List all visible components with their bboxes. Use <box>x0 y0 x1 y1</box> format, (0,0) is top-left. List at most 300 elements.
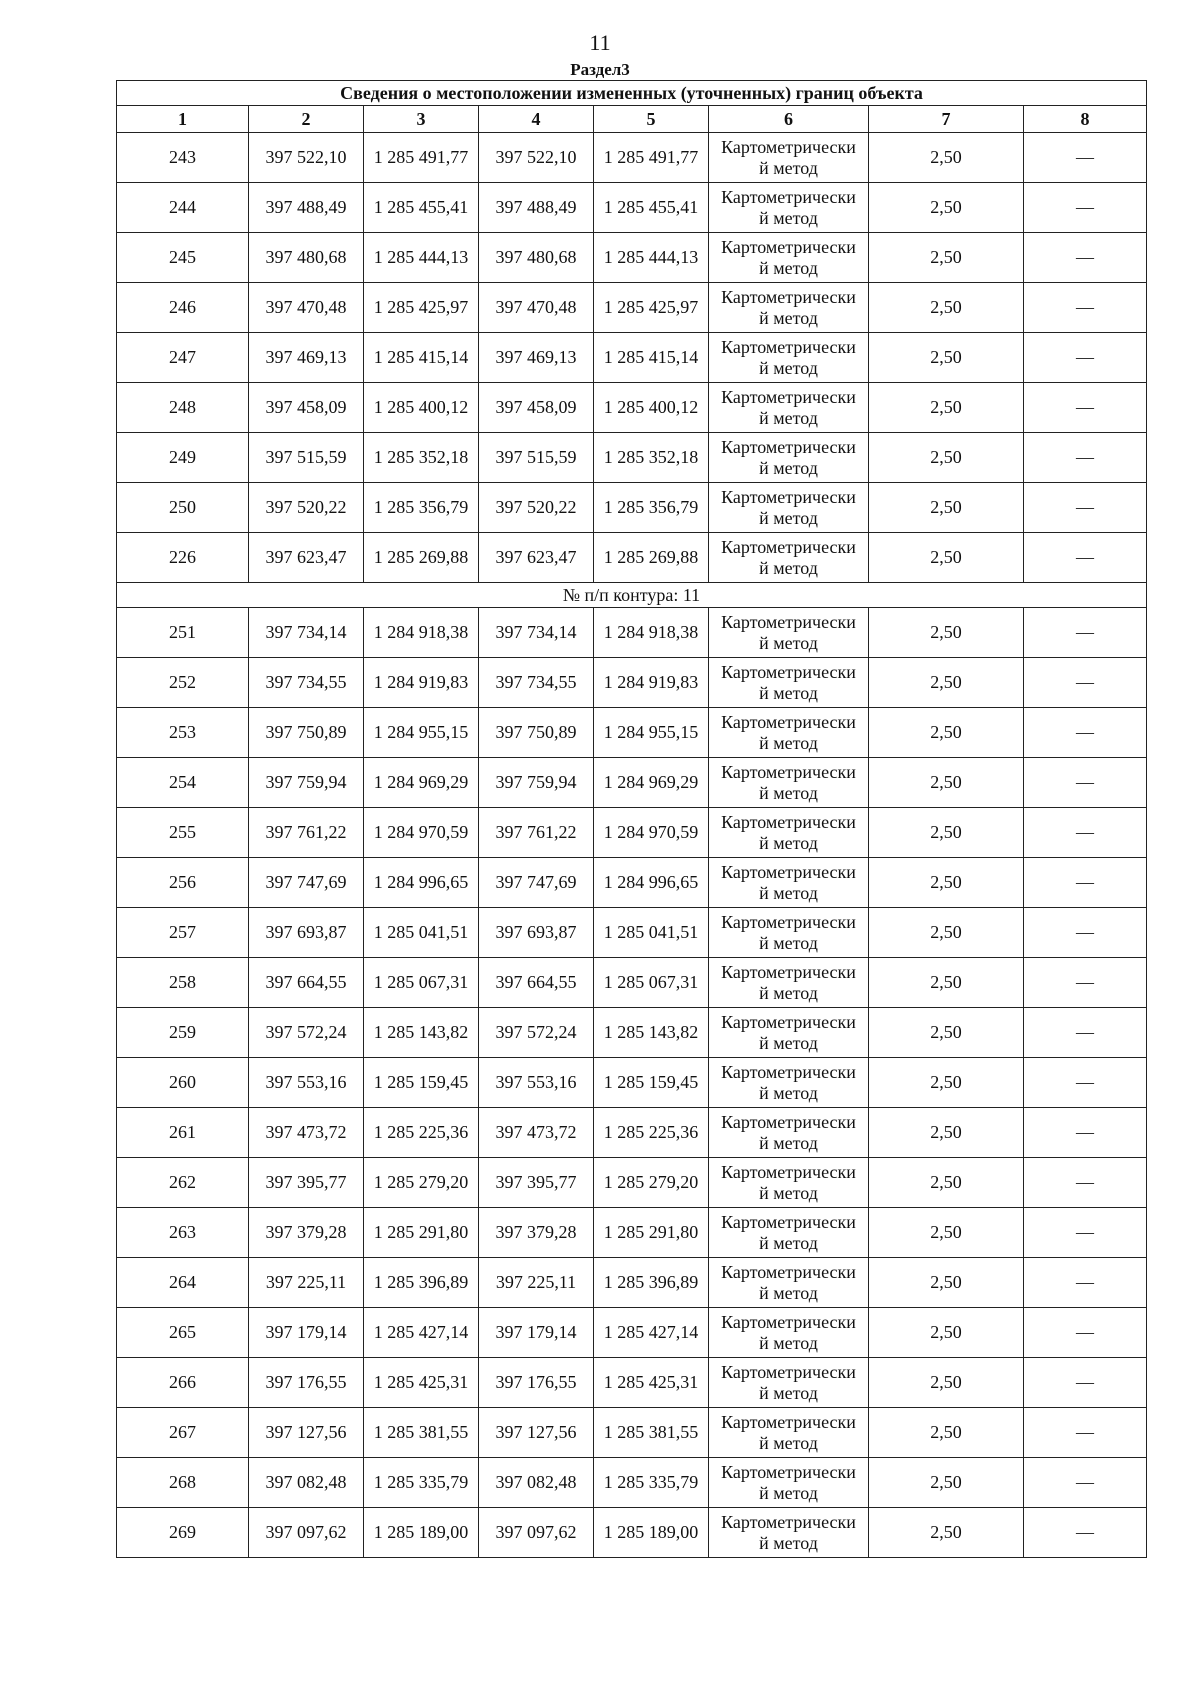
x-new-cell: 397 082,48 <box>479 1458 594 1508</box>
method-cell <box>709 1258 869 1308</box>
y-existing-cell: 1 285 455,41 <box>364 183 479 233</box>
method-line-2: й метод <box>759 782 818 803</box>
method-line-2: й метод <box>759 682 818 703</box>
method-line-2: й метод <box>759 407 818 428</box>
point-number-cell: 269 <box>117 1508 249 1558</box>
description-cell: — <box>1024 1208 1147 1258</box>
method-line-1: Картометрически <box>721 386 856 407</box>
x-existing-cell: 397 179,14 <box>249 1308 364 1358</box>
method-line-1: Картометрически <box>721 1461 856 1482</box>
y-existing-cell: 1 285 396,89 <box>364 1258 479 1308</box>
point-number-cell: 245 <box>117 233 249 283</box>
description-cell: — <box>1024 1058 1147 1108</box>
point-number-cell: 244 <box>117 183 249 233</box>
accuracy-cell: 2,50 <box>869 1308 1024 1358</box>
y-new-cell: 1 284 970,59 <box>594 808 709 858</box>
point-number-cell: 256 <box>117 858 249 908</box>
method-line-2: й метод <box>759 1032 818 1053</box>
x-new-cell: 397 469,13 <box>479 333 594 383</box>
description-cell: — <box>1024 1508 1147 1558</box>
y-existing-cell: 1 285 067,31 <box>364 958 479 1008</box>
column-header: 7 <box>869 106 1024 133</box>
column-header: 8 <box>1024 106 1147 133</box>
x-new-cell: 397 553,16 <box>479 1058 594 1108</box>
y-existing-cell: 1 285 427,14 <box>364 1308 479 1358</box>
method-cell <box>709 1208 869 1258</box>
method-line-1: Картометрически <box>721 286 856 307</box>
method-line-2: й метод <box>759 1432 818 1453</box>
x-existing-cell: 397 734,55 <box>249 658 364 708</box>
method-line-2: й метод <box>759 1132 818 1153</box>
point-number-cell: 266 <box>117 1358 249 1408</box>
method-cell <box>709 758 869 808</box>
method-cell <box>709 233 869 283</box>
description-cell: — <box>1024 958 1147 1008</box>
accuracy-cell: 2,50 <box>869 433 1024 483</box>
column-header: 3 <box>364 106 479 133</box>
method-cell <box>709 1458 869 1508</box>
description-cell: — <box>1024 333 1147 383</box>
description-cell: — <box>1024 533 1147 583</box>
x-existing-cell: 397 176,55 <box>249 1358 364 1408</box>
point-number-cell: 257 <box>117 908 249 958</box>
x-existing-cell: 397 379,28 <box>249 1208 364 1258</box>
y-existing-cell: 1 285 143,82 <box>364 1008 479 1058</box>
y-existing-cell: 1 285 425,31 <box>364 1358 479 1408</box>
y-existing-cell: 1 284 970,59 <box>364 808 479 858</box>
y-new-cell: 1 284 918,38 <box>594 608 709 658</box>
method-line-1: Картометрически <box>721 911 856 932</box>
method-line-2: й метод <box>759 457 818 478</box>
accuracy-cell: 2,50 <box>869 283 1024 333</box>
method-cell <box>709 533 869 583</box>
description-cell: — <box>1024 858 1147 908</box>
x-existing-cell: 397 553,16 <box>249 1058 364 1108</box>
x-existing-cell: 397 572,24 <box>249 1008 364 1058</box>
y-new-cell: 1 285 279,20 <box>594 1158 709 1208</box>
x-existing-cell: 397 761,22 <box>249 808 364 858</box>
table-row <box>117 608 1147 658</box>
method-line-2: й метод <box>759 157 818 178</box>
method-cell <box>709 133 869 183</box>
method-line-1: Картометрически <box>721 661 856 682</box>
table-row <box>117 1258 1147 1308</box>
y-existing-cell: 1 285 041,51 <box>364 908 479 958</box>
y-existing-cell: 1 285 352,18 <box>364 433 479 483</box>
table-row <box>117 533 1147 583</box>
x-new-cell: 397 395,77 <box>479 1158 594 1208</box>
x-existing-cell: 397 515,59 <box>249 433 364 483</box>
description-cell: — <box>1024 608 1147 658</box>
x-existing-cell: 397 664,55 <box>249 958 364 1008</box>
y-new-cell: 1 284 919,83 <box>594 658 709 708</box>
method-cell <box>709 1308 869 1358</box>
y-existing-cell: 1 285 269,88 <box>364 533 479 583</box>
y-new-cell: 1 285 455,41 <box>594 183 709 233</box>
method-cell <box>709 1158 869 1208</box>
method-line-2: й метод <box>759 257 818 278</box>
column-header-row <box>117 106 1147 133</box>
y-new-cell: 1 285 396,89 <box>594 1258 709 1308</box>
description-cell: — <box>1024 1458 1147 1508</box>
section-title: Раздел3 <box>570 60 630 79</box>
table-row <box>117 658 1147 708</box>
point-number-cell: 251 <box>117 608 249 658</box>
accuracy-cell: 2,50 <box>869 758 1024 808</box>
y-new-cell: 1 285 352,18 <box>594 433 709 483</box>
accuracy-cell: 2,50 <box>869 1408 1024 1458</box>
x-new-cell: 397 734,14 <box>479 608 594 658</box>
x-new-cell: 397 176,55 <box>479 1358 594 1408</box>
y-existing-cell: 1 285 159,45 <box>364 1058 479 1108</box>
point-number-cell: 226 <box>117 533 249 583</box>
x-new-cell: 397 750,89 <box>479 708 594 758</box>
y-existing-cell: 1 284 918,38 <box>364 608 479 658</box>
accuracy-cell: 2,50 <box>869 1458 1024 1508</box>
point-number-cell: 255 <box>117 808 249 858</box>
method-cell <box>709 608 869 658</box>
method-line-2: й метод <box>759 832 818 853</box>
y-new-cell: 1 285 143,82 <box>594 1008 709 1058</box>
table-row <box>117 233 1147 283</box>
method-line-1: Картометрически <box>721 1311 856 1332</box>
column-header: 2 <box>249 106 364 133</box>
method-line-1: Картометрически <box>721 861 856 882</box>
table-row <box>117 908 1147 958</box>
column-header: 4 <box>479 106 594 133</box>
method-cell <box>709 1008 869 1058</box>
point-number-cell: 261 <box>117 1108 249 1158</box>
y-new-cell: 1 285 444,13 <box>594 233 709 283</box>
x-existing-cell: 397 693,87 <box>249 908 364 958</box>
accuracy-cell: 2,50 <box>869 233 1024 283</box>
x-new-cell: 397 225,11 <box>479 1258 594 1308</box>
accuracy-cell: 2,50 <box>869 1108 1024 1158</box>
description-cell: — <box>1024 1008 1147 1058</box>
accuracy-cell: 2,50 <box>869 908 1024 958</box>
point-number-cell: 267 <box>117 1408 249 1458</box>
accuracy-cell: 2,50 <box>869 483 1024 533</box>
accuracy-cell: 2,50 <box>869 1358 1024 1408</box>
method-cell <box>709 433 869 483</box>
method-line-1: Картометрически <box>721 711 856 732</box>
method-line-1: Картометрически <box>721 961 856 982</box>
description-cell: — <box>1024 483 1147 533</box>
method-cell <box>709 1358 869 1408</box>
method-line-1: Картометрически <box>721 1361 856 1382</box>
description-cell: — <box>1024 233 1147 283</box>
accuracy-cell: 2,50 <box>869 183 1024 233</box>
method-line-1: Картометрически <box>721 486 856 507</box>
x-existing-cell: 397 623,47 <box>249 533 364 583</box>
y-existing-cell: 1 285 291,80 <box>364 1208 479 1258</box>
x-new-cell: 397 473,72 <box>479 1108 594 1158</box>
x-existing-cell: 397 225,11 <box>249 1258 364 1308</box>
y-new-cell: 1 285 159,45 <box>594 1058 709 1108</box>
accuracy-cell: 2,50 <box>869 708 1024 758</box>
y-new-cell: 1 285 356,79 <box>594 483 709 533</box>
table-row <box>117 483 1147 533</box>
accuracy-cell: 2,50 <box>869 808 1024 858</box>
method-cell <box>709 858 869 908</box>
method-cell <box>709 1058 869 1108</box>
method-line-2: й метод <box>759 732 818 753</box>
y-new-cell: 1 285 425,97 <box>594 283 709 333</box>
x-existing-cell: 397 759,94 <box>249 758 364 808</box>
point-number-cell: 243 <box>117 133 249 183</box>
y-new-cell: 1 285 335,79 <box>594 1458 709 1508</box>
table-row <box>117 1358 1147 1408</box>
point-number-cell: 253 <box>117 708 249 758</box>
method-line-2: й метод <box>759 1182 818 1203</box>
x-existing-cell: 397 750,89 <box>249 708 364 758</box>
x-new-cell: 397 458,09 <box>479 383 594 433</box>
x-existing-cell: 397 747,69 <box>249 858 364 908</box>
x-new-cell: 397 734,55 <box>479 658 594 708</box>
y-new-cell: 1 284 996,65 <box>594 858 709 908</box>
x-new-cell: 397 127,56 <box>479 1408 594 1458</box>
y-existing-cell: 1 284 919,83 <box>364 658 479 708</box>
table-row <box>117 708 1147 758</box>
table-row <box>117 858 1147 908</box>
accuracy-cell: 2,50 <box>869 333 1024 383</box>
x-new-cell: 397 179,14 <box>479 1308 594 1358</box>
y-existing-cell: 1 285 225,36 <box>364 1108 479 1158</box>
description-cell: — <box>1024 283 1147 333</box>
x-new-cell: 397 480,68 <box>479 233 594 283</box>
accuracy-cell: 2,50 <box>869 1258 1024 1308</box>
accuracy-cell: 2,50 <box>869 858 1024 908</box>
y-new-cell: 1 285 269,88 <box>594 533 709 583</box>
y-new-cell: 1 285 415,14 <box>594 333 709 383</box>
x-existing-cell: 397 395,77 <box>249 1158 364 1208</box>
method-line-2: й метод <box>759 1082 818 1103</box>
x-new-cell: 397 761,22 <box>479 808 594 858</box>
table-row <box>117 758 1147 808</box>
method-line-1: Картометрически <box>721 1211 856 1232</box>
method-cell <box>709 1408 869 1458</box>
point-number-cell: 252 <box>117 658 249 708</box>
table-row <box>117 1508 1147 1558</box>
method-line-1: Картометрически <box>721 1161 856 1182</box>
table-row <box>117 958 1147 1008</box>
table-body <box>117 133 1147 1558</box>
method-line-1: Картометрически <box>721 1411 856 1432</box>
contour-label: № п/п контура: 11 <box>117 583 1147 608</box>
column-header: 6 <box>709 106 869 133</box>
method-line-2: й метод <box>759 632 818 653</box>
method-line-1: Картометрически <box>721 136 856 157</box>
method-line-2: й метод <box>759 1382 818 1403</box>
method-cell <box>709 283 869 333</box>
y-existing-cell: 1 284 955,15 <box>364 708 479 758</box>
point-number-cell: 246 <box>117 283 249 333</box>
y-existing-cell: 1 285 335,79 <box>364 1458 479 1508</box>
x-new-cell: 397 572,24 <box>479 1008 594 1058</box>
y-existing-cell: 1 285 381,55 <box>364 1408 479 1458</box>
y-new-cell: 1 285 041,51 <box>594 908 709 958</box>
method-line-1: Картометрически <box>721 236 856 257</box>
method-cell <box>709 333 869 383</box>
y-new-cell: 1 285 425,31 <box>594 1358 709 1408</box>
table-caption-row <box>117 81 1147 106</box>
method-line-2: й метод <box>759 932 818 953</box>
method-cell <box>709 1508 869 1558</box>
x-existing-cell: 397 127,56 <box>249 1408 364 1458</box>
y-new-cell: 1 285 291,80 <box>594 1208 709 1258</box>
method-line-1: Картометрически <box>721 1011 856 1032</box>
x-existing-cell: 397 488,49 <box>249 183 364 233</box>
method-cell <box>709 808 869 858</box>
table-row <box>117 183 1147 233</box>
method-line-2: й метод <box>759 882 818 903</box>
method-cell <box>709 958 869 1008</box>
table-row <box>117 1158 1147 1208</box>
x-existing-cell: 397 520,22 <box>249 483 364 533</box>
method-line-1: Картометрически <box>721 1111 856 1132</box>
accuracy-cell: 2,50 <box>869 383 1024 433</box>
y-existing-cell: 1 284 996,65 <box>364 858 479 908</box>
x-new-cell: 397 097,62 <box>479 1508 594 1558</box>
y-new-cell: 1 284 969,29 <box>594 758 709 808</box>
point-number-cell: 249 <box>117 433 249 483</box>
point-number-cell: 265 <box>117 1308 249 1358</box>
table-row <box>117 1308 1147 1358</box>
method-line-1: Картометрически <box>721 336 856 357</box>
point-number-cell: 263 <box>117 1208 249 1258</box>
method-line-2: й метод <box>759 982 818 1003</box>
y-new-cell: 1 285 381,55 <box>594 1408 709 1458</box>
point-number-cell: 247 <box>117 333 249 383</box>
table-row <box>117 1458 1147 1508</box>
description-cell: — <box>1024 708 1147 758</box>
accuracy-cell: 2,50 <box>869 1058 1024 1108</box>
x-new-cell: 397 520,22 <box>479 483 594 533</box>
method-line-1: Картометрически <box>721 1511 856 1532</box>
x-new-cell: 397 693,87 <box>479 908 594 958</box>
point-number-cell: 268 <box>117 1458 249 1508</box>
point-number-cell: 260 <box>117 1058 249 1108</box>
point-number-cell: 250 <box>117 483 249 533</box>
method-cell <box>709 658 869 708</box>
accuracy-cell: 2,50 <box>869 658 1024 708</box>
x-existing-cell: 397 097,62 <box>249 1508 364 1558</box>
table-row <box>117 383 1147 433</box>
point-number-cell: 262 <box>117 1158 249 1208</box>
method-line-1: Картометрически <box>721 761 856 782</box>
y-new-cell: 1 285 491,77 <box>594 133 709 183</box>
column-header: 1 <box>117 106 249 133</box>
accuracy-cell: 2,50 <box>869 1008 1024 1058</box>
table-row <box>117 333 1147 383</box>
y-existing-cell: 1 285 425,97 <box>364 283 479 333</box>
description-cell: — <box>1024 1308 1147 1358</box>
x-existing-cell: 397 480,68 <box>249 233 364 283</box>
x-existing-cell: 397 458,09 <box>249 383 364 433</box>
x-existing-cell: 397 082,48 <box>249 1458 364 1508</box>
description-cell: — <box>1024 183 1147 233</box>
y-existing-cell: 1 285 189,00 <box>364 1508 479 1558</box>
method-line-2: й метод <box>759 507 818 528</box>
table-row <box>117 433 1147 483</box>
description-cell: — <box>1024 1358 1147 1408</box>
method-line-2: й метод <box>759 1332 818 1353</box>
method-line-1: Картометрически <box>721 1261 856 1282</box>
description-cell: — <box>1024 908 1147 958</box>
method-cell <box>709 383 869 433</box>
x-new-cell: 397 522,10 <box>479 133 594 183</box>
x-new-cell: 397 488,49 <box>479 183 594 233</box>
table-caption: Сведения о местоположении измененных (уточненных) границ объекта <box>117 81 1147 106</box>
method-line-2: й метод <box>759 207 818 228</box>
table-row <box>117 808 1147 858</box>
x-existing-cell: 397 734,14 <box>249 608 364 658</box>
y-existing-cell: 1 284 969,29 <box>364 758 479 808</box>
y-existing-cell: 1 285 279,20 <box>364 1158 479 1208</box>
y-existing-cell: 1 285 444,13 <box>364 233 479 283</box>
page-number: 11 <box>589 30 611 55</box>
column-header: 5 <box>594 106 709 133</box>
contour-row <box>117 583 1147 608</box>
point-number-cell: 264 <box>117 1258 249 1308</box>
table-row <box>117 133 1147 183</box>
table-row <box>117 1058 1147 1108</box>
description-cell: — <box>1024 433 1147 483</box>
method-cell <box>709 183 869 233</box>
description-cell: — <box>1024 808 1147 858</box>
y-new-cell: 1 285 189,00 <box>594 1508 709 1558</box>
method-cell <box>709 483 869 533</box>
y-existing-cell: 1 285 415,14 <box>364 333 479 383</box>
accuracy-cell: 2,50 <box>869 1158 1024 1208</box>
description-cell: — <box>1024 658 1147 708</box>
x-existing-cell: 397 470,48 <box>249 283 364 333</box>
method-cell <box>709 908 869 958</box>
method-line-2: й метод <box>759 1282 818 1303</box>
method-cell <box>709 1108 869 1158</box>
method-line-1: Картометрически <box>721 536 856 557</box>
x-existing-cell: 397 473,72 <box>249 1108 364 1158</box>
method-line-1: Картометрически <box>721 186 856 207</box>
description-cell: — <box>1024 1258 1147 1308</box>
y-existing-cell: 1 285 356,79 <box>364 483 479 533</box>
description-cell: — <box>1024 383 1147 433</box>
table-row <box>117 1008 1147 1058</box>
x-new-cell: 397 747,69 <box>479 858 594 908</box>
y-existing-cell: 1 285 491,77 <box>364 133 479 183</box>
point-number-cell: 248 <box>117 383 249 433</box>
point-number-cell: 254 <box>117 758 249 808</box>
x-new-cell: 397 515,59 <box>479 433 594 483</box>
accuracy-cell: 2,50 <box>869 133 1024 183</box>
x-new-cell: 397 759,94 <box>479 758 594 808</box>
point-number-cell: 259 <box>117 1008 249 1058</box>
x-new-cell: 397 379,28 <box>479 1208 594 1258</box>
method-line-1: Картометрически <box>721 811 856 832</box>
coordinates-table <box>116 80 1147 1558</box>
accuracy-cell: 2,50 <box>869 608 1024 658</box>
description-cell: — <box>1024 1108 1147 1158</box>
x-new-cell: 397 623,47 <box>479 533 594 583</box>
method-line-1: Картометрически <box>721 1061 856 1082</box>
accuracy-cell: 2,50 <box>869 533 1024 583</box>
method-line-2: й метод <box>759 357 818 378</box>
point-number-cell: 258 <box>117 958 249 1008</box>
description-cell: — <box>1024 133 1147 183</box>
table-row <box>117 1108 1147 1158</box>
y-new-cell: 1 284 955,15 <box>594 708 709 758</box>
table-row <box>117 1408 1147 1458</box>
